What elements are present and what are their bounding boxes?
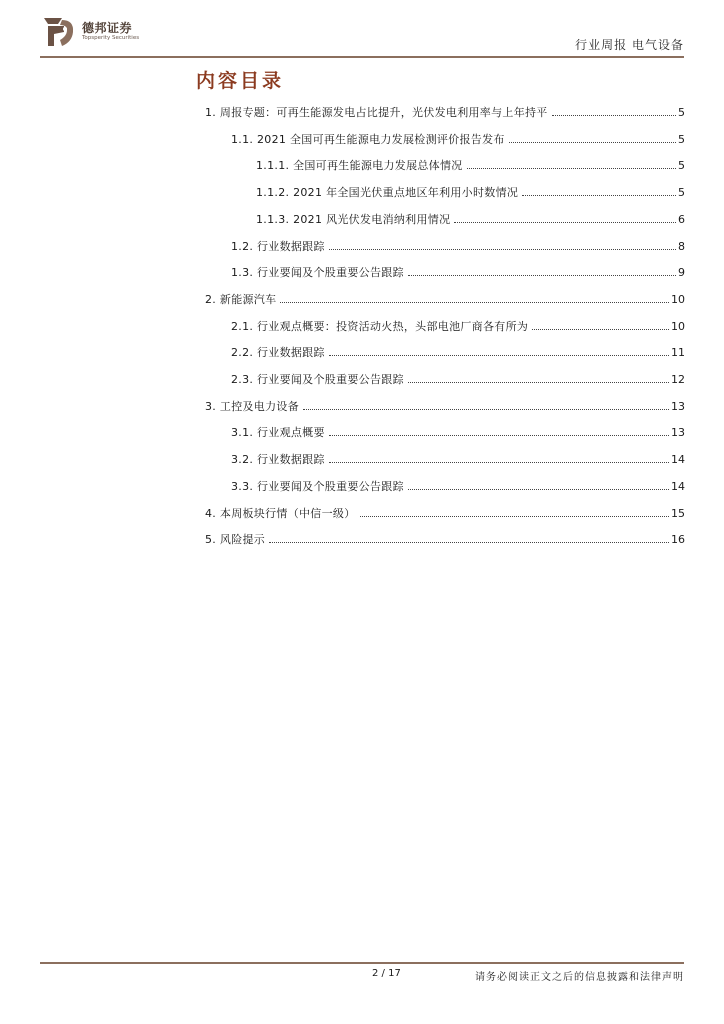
toc-entry[interactable] [231,451,685,467]
toc-entry-page: 5 [678,132,685,146]
toc-entry[interactable] [231,131,685,147]
toc-entry-label: 1.1.3. 2021 风光伏发电消纳利用情况 [256,212,451,226]
toc-leader-dots [408,489,669,490]
brand-name-cn: 德邦证券 [82,21,133,35]
toc-entry[interactable] [231,344,685,360]
toc-leader-dots [329,355,669,356]
toc-leader-dots [329,249,676,250]
toc-leader-dots [329,462,669,463]
toc-entry-page: 5 [678,106,685,119]
toc-entry-page: 11 [671,346,685,360]
toc-entry-page: 8 [678,239,685,253]
toc-entry[interactable] [231,478,685,494]
toc-entry-label: 3.2. 行业数据跟踪 [231,453,325,467]
toc-leader-dots [552,115,676,116]
toc-entry[interactable] [256,184,685,200]
toc-entry-label: 1. 周报专题：可再生能源发电占比提升，光伏发电利用率与上年持平 [205,106,548,119]
toc-leader-dots [509,142,676,143]
toc-entry-label: 1.3. 行业要闻及个股重要公告跟踪 [231,266,404,280]
toc-entry[interactable] [205,291,685,307]
toc-entry[interactable] [205,398,685,414]
toc-entry-label: 1.1. 2021 全国可再生能源电力发展检测评价报告发布 [231,132,505,146]
header-divider [40,56,684,58]
toc-entry-label: 1.2. 行业数据跟踪 [231,239,325,253]
toc-leader-dots [329,435,669,436]
toc-entry-label: 3. 工控及电力设备 [205,399,299,413]
toc-entry-page: 9 [678,266,685,280]
toc-entry-label: 4. 本周板块行情（中信一级） [205,506,356,520]
toc-entry-page: 10 [671,319,685,333]
toc-entry[interactable] [231,371,685,387]
toc-entry[interactable] [231,424,685,440]
footer-divider [40,962,684,964]
toc-entry[interactable] [256,211,685,227]
toc-entry-page: 15 [671,506,685,520]
page-number: 2 / 17 [372,968,401,979]
toc-entry-page: 12 [671,373,685,386]
toc-leader-dots [408,275,676,276]
toc-leader-dots [360,516,670,517]
brand-logo-icon [40,14,76,50]
toc-entry-label: 2.2. 行业数据跟踪 [231,346,325,360]
toc-entry-label: 3.1. 行业观点概要 [231,426,325,440]
toc-leader-dots [454,222,676,223]
toc-entry-label: 2. 新能源汽车 [205,292,277,306]
toc-entry-page: 14 [671,453,685,467]
brand-logo [40,14,160,54]
brand-name-en: Topsperity Securities [82,35,140,41]
toc-leader-dots [280,302,669,303]
toc-leader-dots [303,409,669,410]
toc-entry-label: 3.3. 行业要闻及个股重要公告跟踪 [231,479,404,493]
toc-entry-label: 2.3. 行业要闻及个股重要公告跟踪 [231,373,404,386]
toc-entry-page: 5 [678,186,685,200]
toc-entry-page: 16 [671,533,685,547]
toc-entry-page: 13 [671,426,685,440]
toc-entry-label: 1.1.1. 全国可再生能源电力发展总体情况 [256,159,463,173]
toc-entry[interactable] [231,264,685,280]
disclaimer-note: 请务必阅读正文之后的信息披露和法律声明 [475,972,684,983]
toc-entry-label: 2.1. 行业观点概要：投资活动火热，头部电池厂商各有所为 [231,319,529,333]
toc-entry[interactable] [231,318,685,334]
toc-leader-dots [408,382,669,383]
toc-entry-page: 14 [671,479,685,493]
toc-entry-page: 13 [671,399,685,413]
toc-entry-label: 5. 风险提示 [205,533,266,547]
toc-leader-dots [269,542,669,543]
toc-entry[interactable] [231,238,685,254]
page-header [0,0,724,60]
toc-entry[interactable] [205,104,685,120]
toc-entry-label: 1.1.2. 2021 年全国光伏重点地区年利用小时数情况 [256,186,519,200]
toc-entry[interactable] [205,531,685,547]
toc-entry[interactable] [205,505,685,521]
toc-leader-dots [532,329,669,330]
toc-title: 内容目录 [196,70,285,92]
report-type-label: 行业周报 电气设备 [575,38,684,52]
toc-leader-dots [522,195,676,196]
toc-leader-dots [467,168,676,169]
toc-entry-page: 6 [678,212,685,226]
toc-entry-page: 5 [678,159,685,173]
toc-entry[interactable] [256,157,685,173]
toc-entry-page: 10 [671,292,685,306]
